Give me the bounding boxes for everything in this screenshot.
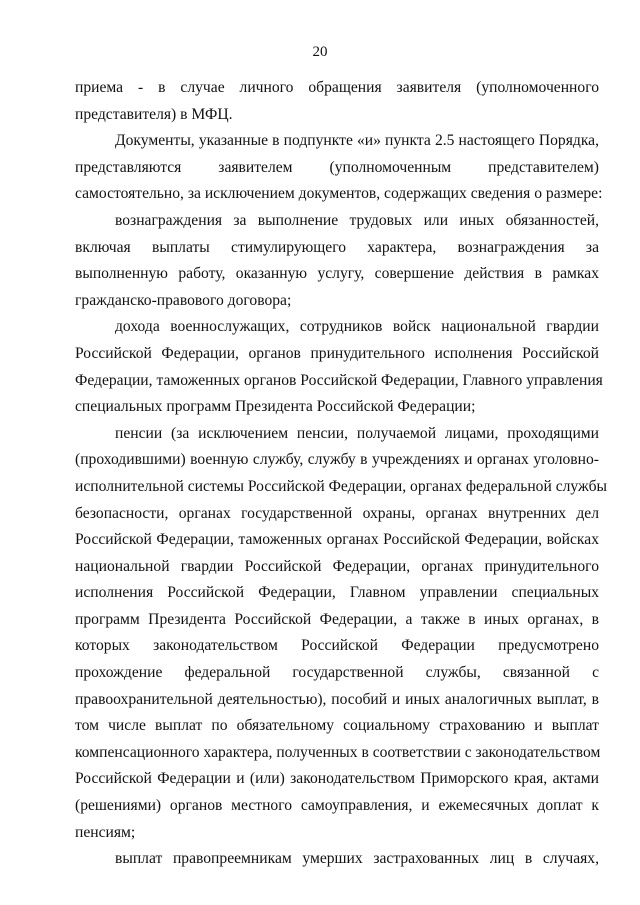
text-line: правоохранительной деятельностью), пособий и иных аналогичных выплат, в	[75, 690, 599, 708]
text-line: самостоятельно, за исключением документов, содержащих сведения о размере:	[75, 185, 603, 203]
text-line: (проходившими) военную службу, службу в учреждениях и органах уголовно-	[75, 451, 599, 469]
text-line: приема - в случае личного обращения заявителя (уполномоченного	[75, 79, 599, 96]
text-line: Документы, указанные в подпункте «и» пункта 2.5 настоящего Порядка,	[115, 132, 599, 150]
text-line: пенсиям;	[75, 823, 136, 841]
page-number: 20	[312, 44, 328, 60]
text-line: исполнения Российской Федерации, Главном управлении специальных	[75, 584, 599, 602]
text-line: Российской Федерации и (или) законодательством Приморского края, актами	[75, 770, 599, 788]
text-line: пенсии (за исключением пенсии, получаемой лицами, проходящими	[115, 424, 599, 442]
text-line: программ Президента Российской Федерации, а также в иных органах, в	[75, 610, 599, 628]
text-line: компенсационного характера, полученных в соответствии с законодательством	[75, 743, 601, 761]
text-line: прохождение федеральной государственной службы, связанной с	[75, 664, 599, 682]
text-line: национальной гвардии Российской Федерации, органах принудительного	[75, 557, 599, 575]
text-line: Российской Федерации, таможенных органах Российской Федерации, войсках	[75, 531, 599, 549]
text-line: Российской Федерации, органов принудительного исполнения Российской	[75, 344, 599, 362]
text-line: специальных программ Президента Российской Федерации;	[75, 398, 476, 416]
text-line: выполненную работу, оказанную услугу, совершение действия в рамках	[75, 265, 599, 283]
text-line: том числе выплат по обязательному социальному страхованию и выплат	[75, 717, 599, 735]
text-line: вознаграждения за выполнение трудовых или иных обязанностей,	[115, 211, 599, 229]
body-text	[75, 75, 607, 873]
text-line: безопасности, органах государственной охраны, органах внутренних дел	[75, 504, 599, 522]
text-line: выплат правопреемникам умерших застрахованных лиц в случаях,	[115, 850, 599, 868]
text-line: дохода военнослужащих, сотрудников войск национальной гвардии	[115, 318, 599, 336]
text-line: Федерации, таможенных органов Российской Федерации, Главного управления	[75, 371, 603, 389]
text-line: представителя) в МФЦ.	[75, 105, 233, 123]
text-line: представляются заявителем (уполномоченным представителем)	[75, 158, 599, 176]
text-line: исполнительной системы Российской Федерации, органах федеральной службы	[75, 477, 607, 495]
text-line: которых законодательством Российской Федерации предусмотрено	[75, 637, 599, 655]
text-line: включая выплаты стимулирующего характера, вознаграждения за	[75, 238, 599, 256]
text-line: гражданско-правового договора;	[75, 291, 292, 309]
text-line: (решениями) органов местного самоуправления, и ежемесячных доплат к	[75, 797, 599, 815]
